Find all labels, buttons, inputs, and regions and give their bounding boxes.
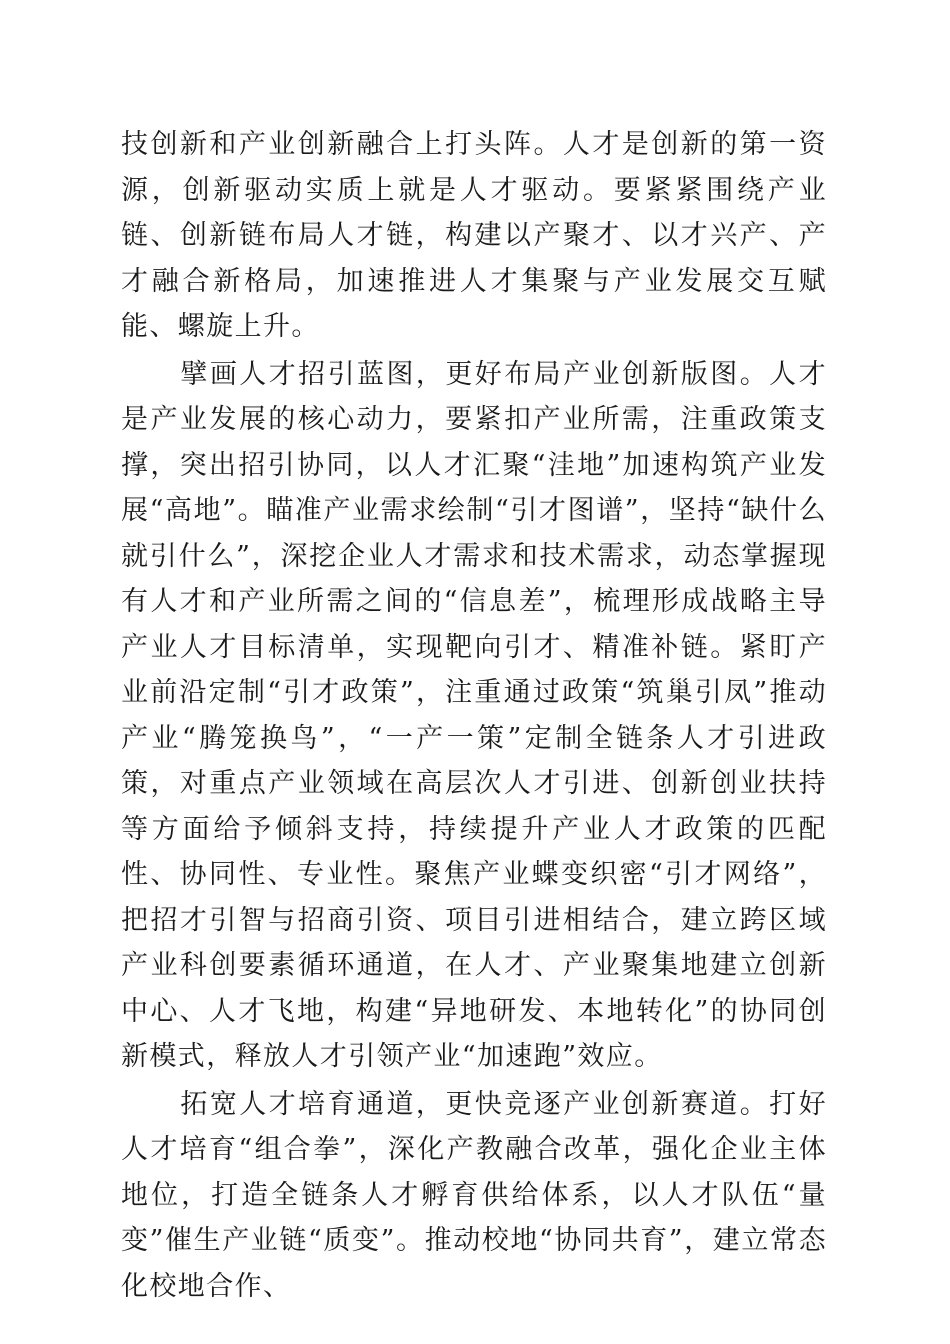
paragraph-1: 技创新和产业创新融合上打头阵。人才是创新的第一资源，创新驱动实质上就是人才驱动。要紧紧围绕产业链、创新链布局人才链，构建以产聚才、以才兴产、产才融合新格局，加速推进人才集聚与产业发展交互赋能、螺旋上升。	[121, 129, 827, 342]
paragraph-3: 拓宽人才培育通道，更快竞逐产业创新赛道。打好人才培育“组合拳”，深化产教融合改革，强化企业主体地位，打造全链条人才孵育供给体系，以人才队伍“量变”催生产业链“质变”。推动校地“协同共育”，建立常态化校地合作、	[121, 1088, 827, 1302]
document-body	[121, 122, 827, 1311]
paragraph-2: 擘画人才招引蓝图，更好布局产业创新版图。人才是产业发展的核心动力，要紧扣产业所需，注重政策支撑，突出招引协同，以人才汇聚“洼地”加速构筑产业发展“高地”。瞄准产业需求绘制“引才图谱”，坚持“缺什么就引什么”，深挖企业人才需求和技术需求，动态掌握现有人才和产业所需之间的“信息差”，梳理形成战略主导产业人才目标清单，实现靶向引才、精准补链。紧盯产业前沿定制“引才政策”，注重通过政策“筑巢引凤”推动产业“腾笼换鸟”，“一产一策”定制全链条人才引进政策，对重点产业领域在高层次人才引进、创新创业扶持等方面给予倾斜支持，持续提升产业人才政策的匹配性、协同性、专业性。聚焦产业蝶变织密“引才网络”，把招才引智与招商引资、项目引进相结合，建立跨区域产业科创要素循环通道，在人才、产业聚集地建立创新中心、人才飞地，构建“异地研发、本地转化”的协同创新模式，释放人才引领产业“加速跑”效应。	[121, 358, 827, 1072]
